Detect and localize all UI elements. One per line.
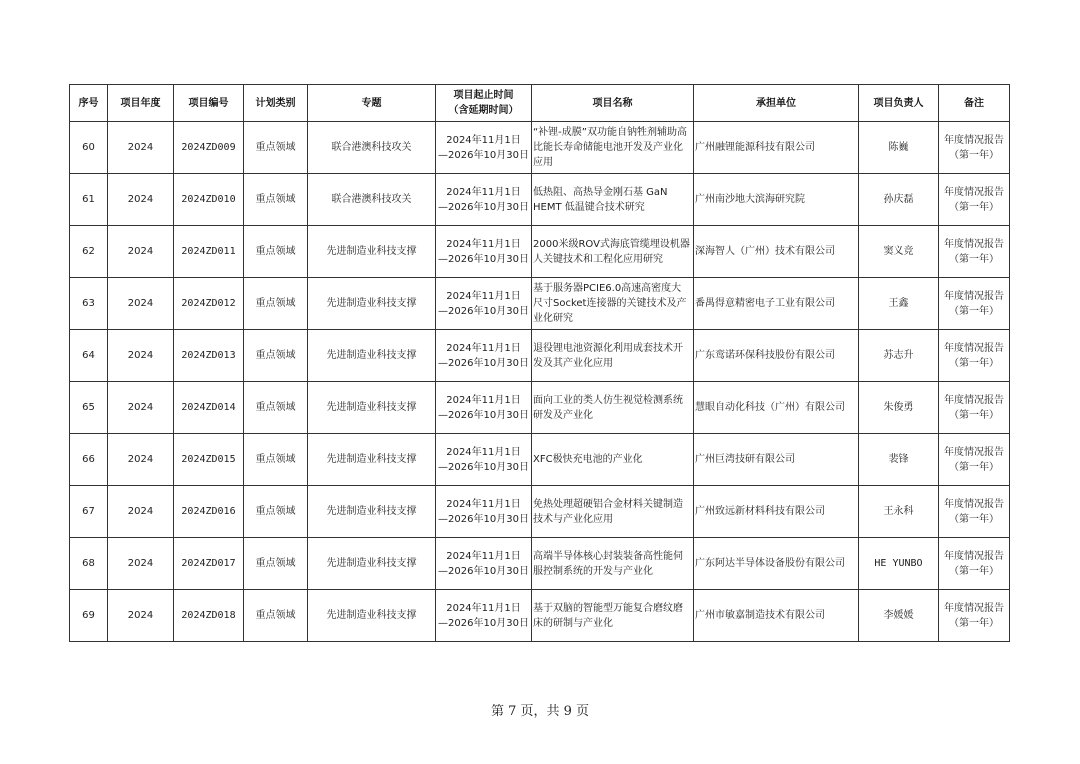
cell-note	[939, 538, 1010, 590]
cell-leader: 李媛媛	[859, 590, 939, 642]
cell-plan-type: 重点领域	[244, 226, 308, 278]
note-line2: （第一年）	[949, 357, 999, 369]
cell-code: 2024ZD012	[174, 278, 244, 330]
cell-unit: 广州南沙地大滨海研究院	[694, 174, 859, 226]
period-end: —2026年10月30日	[438, 513, 529, 525]
period-start: 2024年11月1日	[446, 134, 521, 146]
period-start: 2024年11月1日	[446, 550, 521, 562]
cell-plan-type: 重点领域	[244, 538, 308, 590]
cell-topic: 先进制造业科技支撑	[308, 330, 436, 382]
cell-name: 免热处理超硬铝合金材料关键制造技术与产业化应用	[532, 486, 694, 538]
cell-topic: 先进制造业科技支撑	[308, 590, 436, 642]
cell-topic: 先进制造业科技支撑	[308, 486, 436, 538]
cell-note	[939, 590, 1010, 642]
cell-plan-type: 重点领域	[244, 590, 308, 642]
note-line2: （第一年）	[949, 461, 999, 473]
header-period-line1: 项目起止时间	[453, 90, 514, 101]
cell-name: 基于双脑的智能型万能复合磨纹磨床的研制与产业化	[532, 590, 694, 642]
cell-year: 2024	[108, 122, 174, 174]
cell-unit: 广州市敏嘉制造技术有限公司	[694, 590, 859, 642]
note-line2: （第一年）	[949, 253, 999, 265]
cell-unit: 番禺得意精密电子工业有限公司	[694, 278, 859, 330]
note-line1: 年度情况报告	[944, 394, 1004, 406]
table-row	[70, 382, 1010, 434]
cell-year: 2024	[108, 382, 174, 434]
cell-topic: 先进制造业科技支撑	[308, 434, 436, 486]
header-period-line2: （含延期时间）	[448, 105, 519, 116]
cell-code: 2024ZD013	[174, 330, 244, 382]
note-line1: 年度情况报告	[944, 290, 1004, 302]
period-start: 2024年11月1日	[446, 342, 521, 354]
cell-name: 退役锂电池资源化利用成套技术开发及其产业化应用	[532, 330, 694, 382]
cell-plan-type: 重点领域	[244, 174, 308, 226]
header-period	[436, 85, 532, 122]
note-line1: 年度情况报告	[944, 602, 1004, 614]
cell-note	[939, 434, 1010, 486]
cell-note	[939, 330, 1010, 382]
table-row	[70, 122, 1010, 174]
note-line2: （第一年）	[949, 305, 999, 317]
cell-name: “补锂-成膜”双功能自钠牲剂辅助高比能长寿命储能电池开发及产业化应用	[532, 122, 694, 174]
cell-topic: 先进制造业科技支撑	[308, 382, 436, 434]
cell-leader: 窦义竞	[859, 226, 939, 278]
period-start: 2024年11月1日	[446, 290, 521, 302]
cell-period	[436, 590, 532, 642]
header-plan-type: 计划类别	[244, 85, 308, 122]
cell-year: 2024	[108, 434, 174, 486]
table-row	[70, 590, 1010, 642]
cell-plan-type: 重点领域	[244, 330, 308, 382]
period-end: —2026年10月30日	[438, 149, 529, 161]
cell-code: 2024ZD018	[174, 590, 244, 642]
cell-period	[436, 434, 532, 486]
header-leader: 项目负责人	[859, 85, 939, 122]
cell-period	[436, 538, 532, 590]
cell-topic: 先进制造业科技支撑	[308, 278, 436, 330]
cell-topic: 先进制造业科技支撑	[308, 538, 436, 590]
cell-name: 低热阻、高热导金刚石基 GaN HEMT 低温键合技术研究	[532, 174, 694, 226]
note-line2: （第一年）	[949, 409, 999, 421]
cell-unit: 深海智人（广州）技术有限公司	[694, 226, 859, 278]
cell-name: 面向工业的类人仿生视觉检测系统研发及产业化	[532, 382, 694, 434]
cell-leader: 王永科	[859, 486, 939, 538]
cell-code: 2024ZD011	[174, 226, 244, 278]
header-seq: 序号	[70, 85, 108, 122]
table-row	[70, 538, 1010, 590]
cell-leader: 朱俊勇	[859, 382, 939, 434]
cell-name: 基于服务器PCIE6.0高速高密度大尺寸Socket连接器的关键技术及产业化研究	[532, 278, 694, 330]
cell-note	[939, 226, 1010, 278]
note-line2: （第一年）	[949, 513, 999, 525]
cell-note	[939, 382, 1010, 434]
header-topic: 专题	[308, 85, 436, 122]
cell-name: XFC极快充电池的产业化	[532, 434, 694, 486]
header-unit: 承担单位	[694, 85, 859, 122]
note-line1: 年度情况报告	[944, 550, 1004, 562]
cell-leader: 陈巍	[859, 122, 939, 174]
period-end: —2026年10月30日	[438, 617, 529, 629]
cell-period	[436, 278, 532, 330]
cell-period	[436, 382, 532, 434]
cell-seq: 66	[70, 434, 108, 486]
period-end: —2026年10月30日	[438, 461, 529, 473]
cell-seq: 69	[70, 590, 108, 642]
page-number: 第 7 页，共 9 页	[490, 704, 590, 719]
note-line1: 年度情况报告	[944, 342, 1004, 354]
cell-leader: 裴锋	[859, 434, 939, 486]
cell-year: 2024	[108, 330, 174, 382]
cell-code: 2024ZD016	[174, 486, 244, 538]
cell-code: 2024ZD009	[174, 122, 244, 174]
cell-unit: 广州融锂能源科技有限公司	[694, 122, 859, 174]
period-end: —2026年10月30日	[438, 305, 529, 317]
cell-unit: 广东鸾诺环保科技股份有限公司	[694, 330, 859, 382]
header-note: 备注	[939, 85, 1010, 122]
cell-unit: 慧眼自动化科技（广州）有限公司	[694, 382, 859, 434]
cell-seq: 68	[70, 538, 108, 590]
cell-seq: 65	[70, 382, 108, 434]
note-line1: 年度情况报告	[944, 446, 1004, 458]
cell-seq: 67	[70, 486, 108, 538]
header-code: 项目编号	[174, 85, 244, 122]
cell-seq: 61	[70, 174, 108, 226]
note-line1: 年度情况报告	[944, 238, 1004, 250]
table-header-row	[70, 85, 1010, 122]
period-end: —2026年10月30日	[438, 201, 529, 213]
cell-code: 2024ZD010	[174, 174, 244, 226]
cell-period	[436, 486, 532, 538]
cell-year: 2024	[108, 174, 174, 226]
cell-name: 高端半导体核心封装装备高性能伺服控制系统的开发与产业化	[532, 538, 694, 590]
cell-code: 2024ZD017	[174, 538, 244, 590]
cell-plan-type: 重点领域	[244, 434, 308, 486]
period-start: 2024年11月1日	[446, 498, 521, 510]
cell-leader: 孙庆磊	[859, 174, 939, 226]
note-line2: （第一年）	[949, 565, 999, 577]
table-row	[70, 486, 1010, 538]
cell-leader: 苏志升	[859, 330, 939, 382]
period-end: —2026年10月30日	[438, 409, 529, 421]
cell-period	[436, 226, 532, 278]
period-end: —2026年10月30日	[438, 357, 529, 369]
cell-seq: 63	[70, 278, 108, 330]
note-line1: 年度情况报告	[944, 186, 1004, 198]
period-end: —2026年10月30日	[438, 565, 529, 577]
table-row	[70, 174, 1010, 226]
table-row	[70, 434, 1010, 486]
period-start: 2024年11月1日	[446, 238, 521, 250]
table-row	[70, 278, 1010, 330]
cell-year: 2024	[108, 278, 174, 330]
cell-year: 2024	[108, 538, 174, 590]
cell-topic: 先进制造业科技支撑	[308, 226, 436, 278]
project-table	[69, 84, 1010, 642]
cell-topic: 联合港澳科技攻关	[308, 174, 436, 226]
period-start: 2024年11月1日	[446, 602, 521, 614]
cell-year: 2024	[108, 590, 174, 642]
cell-seq: 62	[70, 226, 108, 278]
cell-plan-type: 重点领域	[244, 486, 308, 538]
table-row	[70, 330, 1010, 382]
table-row	[70, 226, 1010, 278]
header-name: 项目名称	[532, 85, 694, 122]
cell-unit: 广州致远新材料科技有限公司	[694, 486, 859, 538]
cell-note	[939, 174, 1010, 226]
period-start: 2024年11月1日	[446, 186, 521, 198]
cell-plan-type: 重点领域	[244, 382, 308, 434]
cell-unit: 广州巨湾技研有限公司	[694, 434, 859, 486]
cell-note	[939, 486, 1010, 538]
note-line2: （第一年）	[949, 149, 999, 161]
cell-period	[436, 330, 532, 382]
cell-unit: 广东阿达半导体设备股份有限公司	[694, 538, 859, 590]
cell-year: 2024	[108, 486, 174, 538]
cell-seq: 60	[70, 122, 108, 174]
cell-year: 2024	[108, 226, 174, 278]
cell-code: 2024ZD015	[174, 434, 244, 486]
header-year: 项目年度	[108, 85, 174, 122]
note-line2: （第一年）	[949, 617, 999, 629]
cell-plan-type: 重点领域	[244, 278, 308, 330]
cell-period	[436, 122, 532, 174]
cell-plan-type: 重点领域	[244, 122, 308, 174]
period-start: 2024年11月1日	[446, 394, 521, 406]
cell-topic: 联合港澳科技攻关	[308, 122, 436, 174]
cell-leader: 王鑫	[859, 278, 939, 330]
note-line1: 年度情况报告	[944, 498, 1004, 510]
note-line1: 年度情况报告	[944, 134, 1004, 146]
cell-code: 2024ZD014	[174, 382, 244, 434]
period-start: 2024年11月1日	[446, 446, 521, 458]
cell-leader: HE YUNBO	[859, 538, 939, 590]
cell-name: 2000米级ROV式海底管缆埋设机器人关键技术和工程化应用研究	[532, 226, 694, 278]
cell-note	[939, 122, 1010, 174]
cell-period	[436, 174, 532, 226]
note-line2: （第一年）	[949, 201, 999, 213]
cell-note	[939, 278, 1010, 330]
period-end: —2026年10月30日	[438, 253, 529, 265]
cell-seq: 64	[70, 330, 108, 382]
